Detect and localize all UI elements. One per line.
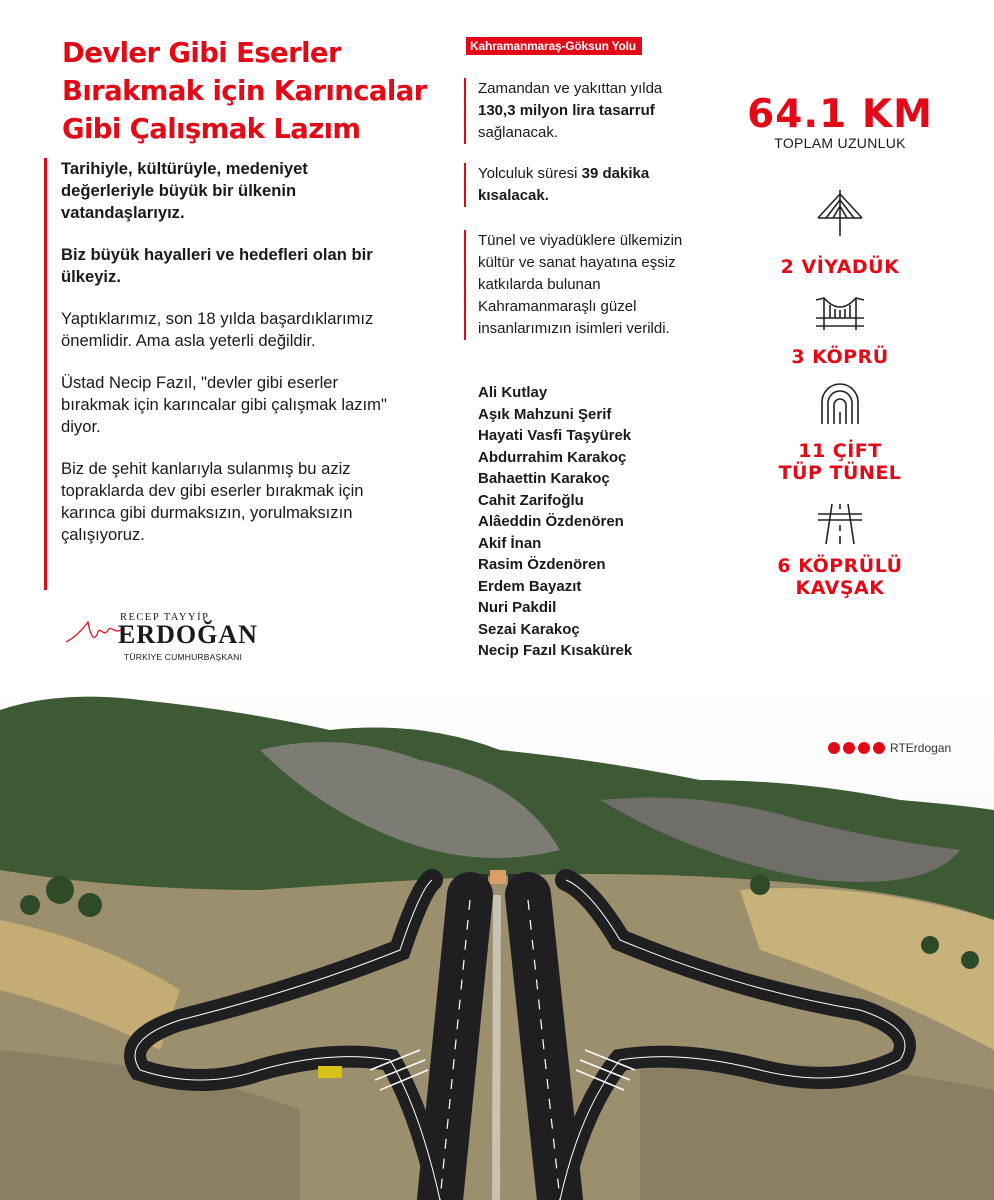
tunnel-icon [812, 378, 868, 428]
list-item: Hayati Vasfi Taşyürek [478, 427, 632, 444]
headline [62, 34, 442, 148]
total-length-label: TOPLAM UZUNLUK [774, 135, 906, 151]
viaduct-icon [812, 188, 868, 238]
bridge-icon [812, 290, 868, 340]
headline-line: Devler Gibi Eserler [62, 37, 341, 69]
signature-last-name: ERDOĞAN [118, 620, 258, 649]
fact-highlight: 39 dakika [581, 165, 650, 182]
list-item: Rasim Özdenören [478, 556, 606, 573]
viaduct-count: 2 VİYADÜK [780, 256, 900, 278]
paragraph: Biz büyük hayalleri ve hedefleri olan bir ülkeyiz. [61, 245, 373, 286]
list-item: Abdurrahim Karakoç [478, 448, 627, 466]
tunnel-count [716, 440, 964, 484]
fact-tunnels [464, 230, 688, 340]
signature-title: TÜRKİYE CUMHURBAŞKANI [124, 652, 243, 662]
road-tag: Kahramanmaraş-Göksun Yolu [466, 37, 642, 55]
headline-line: Bırakmak için Karıncalar [62, 75, 427, 107]
paragraph: Tarihiyle, kültürüyle, medeniyet değerleriyle büyük bir ülkenin vatandaşlarıyız. [61, 159, 308, 222]
instagram-icon[interactable] [858, 742, 870, 754]
junction-count-line: KAVŞAK [795, 577, 885, 599]
fact-text: sağlanacak. [478, 124, 559, 141]
paragraph: Üstad Necip Fazıl, "devler gibi eserler bırakmak için karıncalar gibi çalışmak lazım" diyor. [61, 373, 387, 436]
headline-line: Gibi Çalışmak Lazım [62, 113, 361, 145]
list-item: Bahaettin Karakoç [478, 470, 610, 487]
road-interchange-photo [0, 690, 994, 1200]
junction-icon [812, 498, 868, 548]
list-item: Akif İnan [478, 534, 542, 552]
fact-highlight: 130,3 milyon lira tasarruf [478, 102, 655, 119]
list-item: Nuri Pakdil [478, 599, 557, 616]
list-item: Cahit Zarifoğlu [478, 491, 584, 509]
twitter-icon[interactable] [828, 742, 840, 754]
paragraph: Biz de şehit kanlarıyla sulanmış bu aziz topraklarda dev gibi eserler bırakmak için karınca gibi durmaksızın, yorulmaksızın çalışıyoruz. [61, 459, 364, 544]
bridge-count: 3 KÖPRÜ [791, 346, 889, 368]
list-item: Sezai Karakoç [478, 620, 580, 638]
tunnel-count-line: TÜP TÜNEL [778, 462, 902, 484]
facebook-icon[interactable] [843, 742, 855, 754]
names-list [478, 382, 678, 662]
youtube-icon[interactable] [873, 742, 885, 754]
fact-savings [464, 78, 703, 144]
junction-count [716, 555, 964, 599]
paragraph: Yaptıklarımız, son 18 yılda başardıklarımız önemlidir. Ama asla yeterli değildir. [61, 309, 374, 350]
list-item: Erdem Bayazıt [478, 577, 582, 595]
left-body-text [44, 158, 401, 590]
social-links [828, 740, 951, 756]
list-item: Alâeddin Özdenören [478, 513, 624, 530]
signature-block [70, 612, 270, 664]
total-length-value: 64.1 KM [747, 92, 933, 137]
junction-count-line: 6 KÖPRÜLÜ [777, 555, 903, 577]
list-item: Necip Fazıl Kısakürek [478, 642, 633, 659]
social-handle[interactable]: RTErdogan [890, 741, 952, 755]
fact-text: Yolculuk süresi [478, 165, 578, 182]
list-item: Ali Kutlay [478, 384, 548, 401]
fact-text: Zamandan ve yakıttan yılda [478, 80, 663, 97]
fact-highlight: kısalacak. [478, 187, 549, 204]
fact-time [464, 163, 703, 207]
tunnel-count-line: 11 ÇİFT [798, 440, 882, 462]
fact-text: Tünel ve viyadüklere ülkemizin kültür ve sanat hayatına eşsiz katkılarda bulunan Kahramanmaraşlı güzel insanlarımızın isimleri verildi. [478, 232, 683, 337]
signature-first-name: RECEP TAYYİP [120, 612, 210, 623]
list-item: Aşık Mahzuni Şerif [478, 405, 612, 423]
